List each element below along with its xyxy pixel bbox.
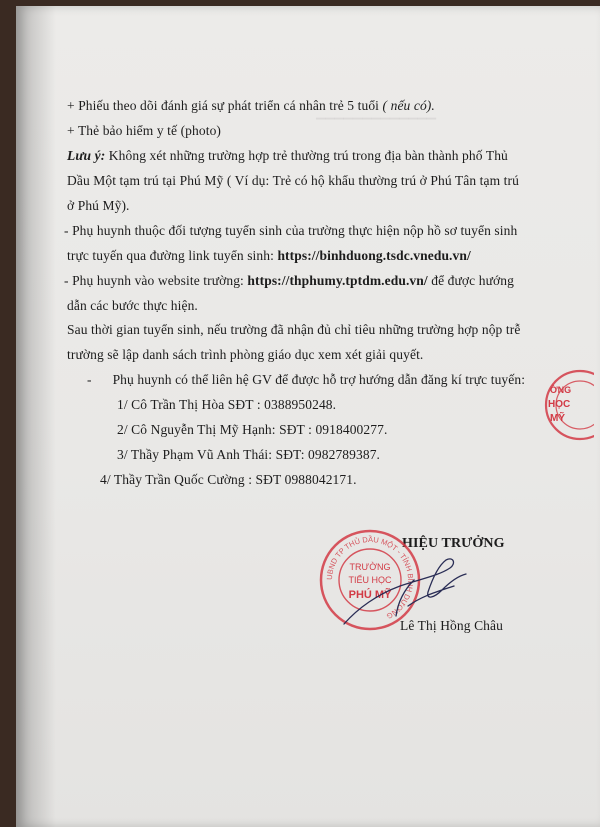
para-2-text-b: để được hướng — [431, 273, 514, 288]
contact-intro — [87, 372, 525, 388]
contact-intro-text: Phụ huynh có thể liên hệ GV để được hỗ trợ hướng dẫn đăng kí trực tuyến: — [112, 372, 526, 387]
page-shadow — [16, 6, 56, 827]
seal-line-3: PHÚ MỸ — [348, 589, 392, 601]
tuyen-sinh-link[interactable]: https://binhduong.tsdc.vnedu.vn/ — [277, 248, 471, 263]
seal-line-1: TRƯỜNG — [349, 562, 391, 572]
seal-ring-text: UBND TP THỦ DẦU MỘT - TỈNH BÌNH DƯƠNG — [324, 534, 416, 621]
para-3-line-1: Sau thời gian tuyển sinh, nếu trường đã nhận đủ chỉ tiêu những trường hợp nộp trễ — [67, 322, 521, 337]
para-2-line-1 — [64, 273, 514, 289]
partial-seal-text-3: MỸ — [550, 413, 565, 424]
contact-2: 2/ Cô Nguyễn Thị Mỹ Hạnh: SĐT : 0918400277. — [117, 422, 388, 437]
para-2-line-2: dẫn các bước thực hiện. — [67, 298, 198, 313]
contact-4: 4/ Thầy Trần Quốc Cường : SĐT 0988042171. — [100, 472, 357, 487]
para-1-text: trực tuyến qua đường link tuyển sinh: — [67, 248, 274, 263]
para-3-line-2: trường sẽ lập danh sách trình phòng giáo dục xem xét giải quyết. — [67, 347, 424, 362]
line-1-text: + Phiếu theo dõi đánh giá sự phát triển cá nhân trẻ 5 tuổi — [67, 98, 380, 113]
partial-seal — [528, 369, 594, 441]
contact-3: 3/ Thầy Phạm Vũ Anh Thái: SĐT: 0982789387. — [117, 447, 381, 462]
line-2: + Thẻ bảo hiểm y tế (photo) — [67, 123, 222, 138]
note-line-3: ở Phú Mỹ). — [67, 198, 130, 213]
document-page — [16, 6, 600, 827]
line-1 — [67, 98, 435, 114]
line-1-note: ( nếu có). — [382, 98, 435, 113]
school-website-link[interactable]: https://thphumy.tptdm.edu.vn/ — [247, 273, 428, 288]
partial-seal-text-2: HỌC — [548, 399, 571, 410]
note-text-1: Không xét những trường hợp trẻ thường trú trong địa bàn thành phố Thủ — [108, 148, 508, 163]
note-line-1 — [67, 148, 508, 164]
bleed-through: ▔▔▔▔▔▔▔▔▔▔▔▔▔ — [316, 118, 436, 132]
para-2-text: - Phụ huynh vào website trường: — [64, 273, 244, 288]
signer-name: Lê Thị Hồng Châu — [400, 618, 503, 633]
note-label: Lưu ý: — [67, 148, 106, 163]
bullet-dash: - — [87, 372, 92, 387]
contact-1: 1/ Cô Trần Thị Hòa SĐT : 0388950248. — [117, 397, 337, 412]
para-1-line-1: - Phụ huynh thuộc đối tượng tuyển sinh của trường thực hiện nộp hồ sơ tuyển sinh — [64, 223, 518, 238]
signature-title: HIỆU TRƯỞNG — [402, 536, 505, 551]
seal-line-2: TIỂU HỌC — [348, 575, 392, 585]
partial-seal-text-1: ỜNG — [550, 385, 572, 395]
para-1-line-2 — [67, 248, 471, 264]
note-line-2: Dầu Một tạm trú tại Phú Mỹ ( Ví dụ: Trẻ có hộ khẩu thường trú ở Phú Tân tạm trú — [67, 173, 519, 188]
